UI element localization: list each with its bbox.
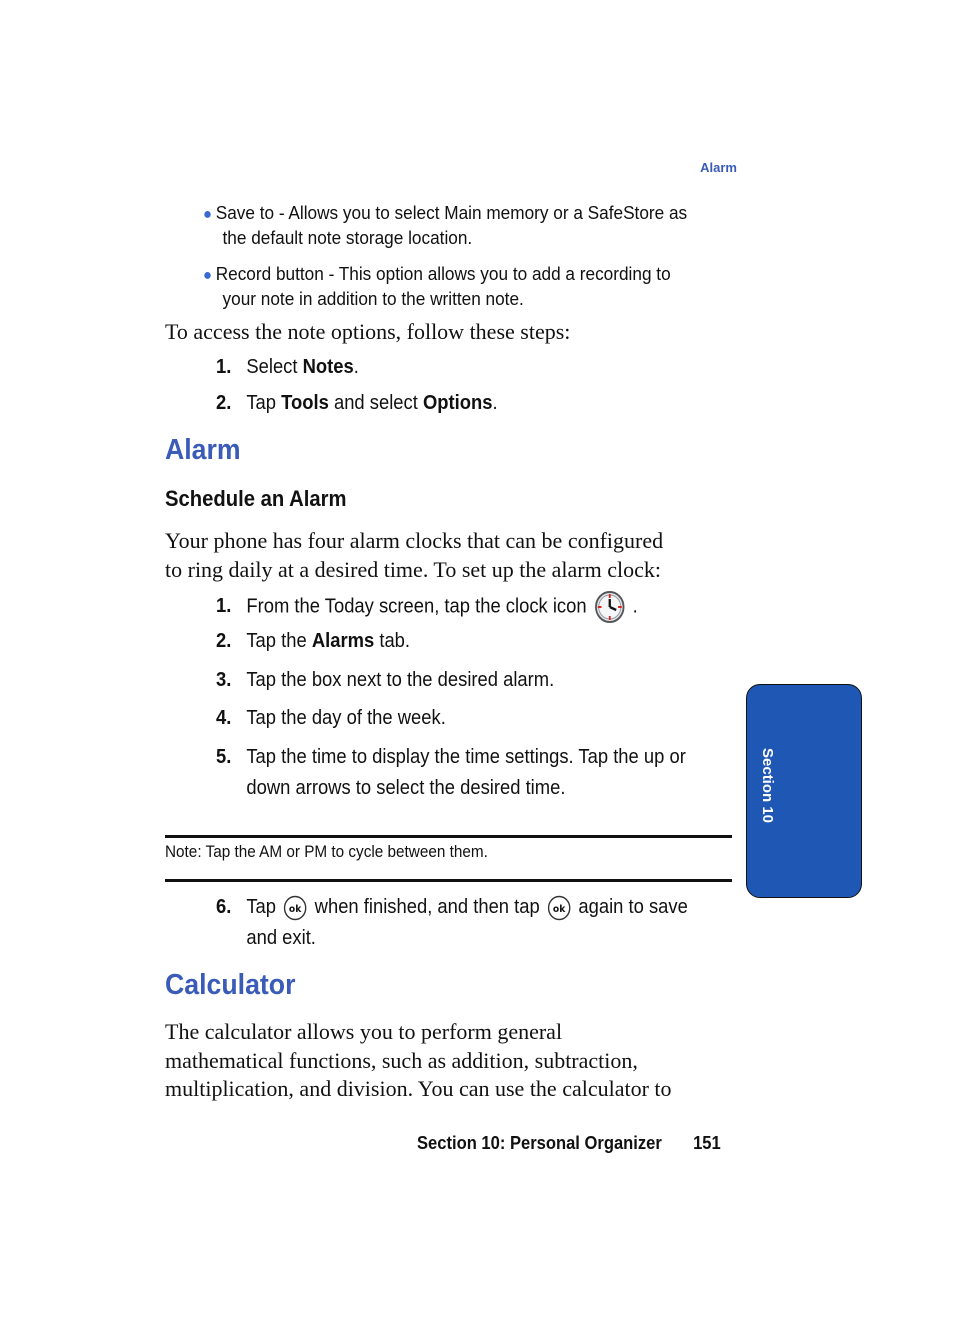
- running-head: Alarm: [700, 160, 737, 175]
- bullet-record-button: ● Record button - This option allows you to add a recording to your note in addition to the written note.: [203, 263, 671, 309]
- note-step-1: 1. Select Notes.: [216, 356, 359, 378]
- ok-icon: [547, 895, 571, 921]
- schedule-alarm-subheading: Schedule an Alarm: [165, 486, 347, 511]
- bullet-dot: ●: [203, 206, 212, 223]
- alarm-note: Note: Tap the AM or PM to cycle between them.: [165, 842, 488, 861]
- alarm-step-3: 3. Tap the box next to the desired alarm.: [216, 669, 555, 691]
- alarm-step-1: 1. From the Today screen, tap the clock icon .: [216, 590, 704, 624]
- ok-icon: [283, 895, 307, 921]
- note-rule-top: [165, 835, 732, 838]
- alarm-step-4: 4. Tap the day of the week.: [216, 707, 446, 729]
- intro-note-options: To access the note options, follow these steps:: [165, 319, 571, 344]
- calculator-heading: Calculator: [165, 969, 296, 1001]
- footer-section: Section 10: Personal Organizer: [417, 1133, 662, 1153]
- clock-icon: [594, 590, 625, 624]
- page-footer: [417, 1133, 721, 1154]
- alarm-intro: Your phone has four alarm clocks that can be configured to ring daily at a desired time. To set up the alarm clock:: [165, 528, 664, 582]
- note-rule-bottom: [165, 879, 732, 882]
- alarm-step-2: 2. Tap the Alarms tab.: [216, 630, 411, 652]
- section-side-tab-label: Section 10: [759, 748, 776, 824]
- svg-text:ok: ok: [289, 903, 302, 915]
- page-number: 151: [693, 1133, 721, 1153]
- alarm-heading: Alarm: [165, 434, 241, 466]
- bullet-save-to: ● Save to - Allows you to select Main memory or a SafeStore as the default note storage location.: [203, 202, 688, 248]
- alarm-step-5: 5. Tap the time to display the time settings. Tap the up or down arrows to select the desired time.: [216, 746, 686, 799]
- note-step-2: 2. Tap Tools and select Options.: [216, 392, 498, 414]
- alarm-step-6: 6. Tap ok when finished, and then tap ok again to save and exit.: [216, 896, 688, 949]
- svg-text:ok: ok: [552, 903, 566, 915]
- calculator-intro: The calculator allows you to perform general mathematical functions, such as addition, subtraction, multiplication, and division. You can use the calculator to: [165, 1019, 672, 1101]
- bullet-dot: ●: [203, 267, 212, 284]
